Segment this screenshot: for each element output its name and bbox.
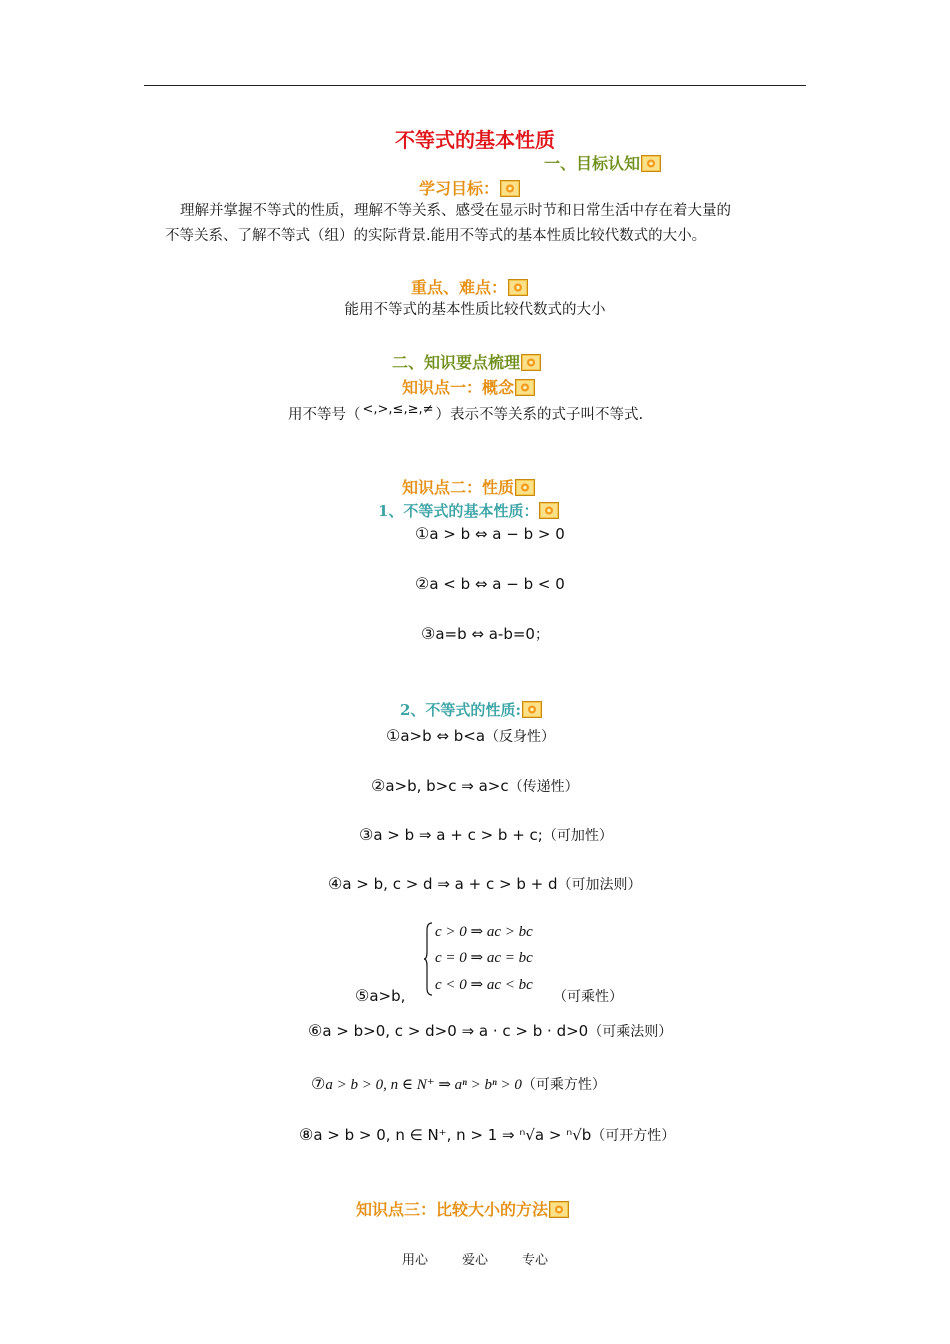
basic-properties-heading-text: 1、不等式的基本性质： [378,502,539,520]
item-number: ③ [359,825,374,844]
item-formula: a>b ⇔ b<a [400,727,486,745]
case-line: c > 0 ⇒ ac > bc [435,924,533,940]
section2-heading-text: 二、知识要点梳理 [392,353,521,372]
property-note [553,986,623,1006]
item-formula: a > b ⇔ a − b > 0 [429,525,565,543]
properties-heading [400,699,542,720]
item-note: （反身性） [485,729,556,745]
case-line: c = 0 ⇒ ac = bc [435,950,533,966]
section2-heading [392,350,541,373]
folder-icon[interactable] [500,180,520,197]
item-number: ① [386,726,401,745]
item-formula: a > b>0, c > d>0 ⇒ a · c > b · d>0 [322,1022,589,1040]
property-item [308,1021,672,1041]
header-rule [144,85,806,86]
property-item [311,1074,606,1094]
item-note: （可乘法则） [588,1024,673,1040]
folder-icon[interactable] [515,479,535,496]
item-number: ⑤ [355,986,370,1005]
footer-text: 爱心 [461,1253,488,1268]
property-item [386,726,555,746]
learning-goal-line2: 不等关系、了解不等式（组）的实际背景.能用不等式的基本性质比较代数式的大小。 [165,228,707,244]
property-item [299,1125,675,1145]
definition-text-before: 用不等号（ [288,407,361,423]
item-formula: a > b > 0, n ∈ N⁺ ⇒ aⁿ > bⁿ > 0 [325,1077,522,1093]
item-number: ③ [421,624,436,643]
property-item [359,825,613,845]
property-item [371,776,579,796]
property-item [355,986,405,1005]
item-formula: a > b, c > d ⇒ a + c > b + d [342,875,558,893]
section1-heading-text: 一、目标认知 [544,154,641,173]
learning-goal-heading [419,176,520,199]
item-note: （可乘方性） [521,1077,606,1093]
item-formula: a>b, b>c ⇒ a>c [385,777,509,795]
case-line: c < 0 ⇒ ac < bc [435,977,533,993]
key-points-heading-text: 重点、难点： [411,278,508,297]
learning-goal-heading-text: 学习目标： [419,179,500,198]
item-number: ② [415,574,430,593]
folder-icon[interactable] [641,155,661,172]
left-brace [423,922,433,996]
key-points-text: 能用不等式的基本性质比较代数式的大小 [344,302,606,318]
item-formula: a=b ⇔ a-b=0 [435,625,535,643]
point3-heading-text: 知识点三：比较大小的方法 [356,1200,549,1219]
item-number: ⑥ [308,1021,323,1040]
item-number: ① [415,524,430,543]
folder-icon[interactable] [515,379,535,396]
basic-item [415,574,565,593]
item-formula: a > b > 0, n ∈ N⁺, n > 1 ⇒ ⁿ√a > ⁿ√b [313,1126,592,1144]
footer-text: 用心 [401,1253,428,1268]
folder-icon[interactable] [522,701,542,718]
item-note: （可加性） [542,828,613,844]
item-formula: a > b ⇒ a + c > b + c; [373,826,543,844]
basic-item [415,524,565,543]
properties-heading-text: 2、不等式的性质: [400,701,521,719]
page-title: 不等式的基本性质 [395,128,555,152]
key-points-heading [411,275,528,298]
item-number: ⑧ [299,1125,314,1144]
point2-heading [402,475,535,498]
item-number: ④ [328,874,343,893]
item-formula: a>b, [369,987,406,1005]
footer-text: 专心 [522,1253,549,1268]
item-note: （可开方性） [591,1128,676,1144]
folder-icon[interactable] [521,354,541,371]
point2-heading-text: 知识点二：性质 [402,478,515,497]
item-note: （传递性） [508,779,579,795]
item-number: ⑦ [311,1074,326,1093]
point1-heading-text: 知识点一：概念 [402,378,515,397]
folder-icon[interactable] [549,1201,569,1218]
section1-heading [544,151,661,174]
footer [0,1249,950,1268]
learning-goal-line1: 理解并掌握不等式的性质，理解不等关系、感受在显示时节和日常生活中存在着大量的 [180,203,731,219]
basic-properties-heading [378,500,559,521]
item-note: （可加法则） [557,877,642,893]
item-suffix: ； [534,627,549,643]
item-number: ② [371,776,386,795]
point1-definition [288,402,643,429]
basic-item [421,624,549,644]
item-note: （可乘性） [553,989,623,1005]
inequality-symbols: <,>,≤,≥,≠ [362,402,434,417]
folder-icon[interactable] [508,279,528,296]
property-item [328,874,641,894]
point3-heading [356,1197,569,1220]
point1-heading [402,375,535,398]
folder-icon[interactable] [539,502,559,519]
definition-text-after: ）表示不等关系的式子叫不等式. [435,407,644,423]
item-formula: a < b ⇔ a − b < 0 [429,575,565,593]
